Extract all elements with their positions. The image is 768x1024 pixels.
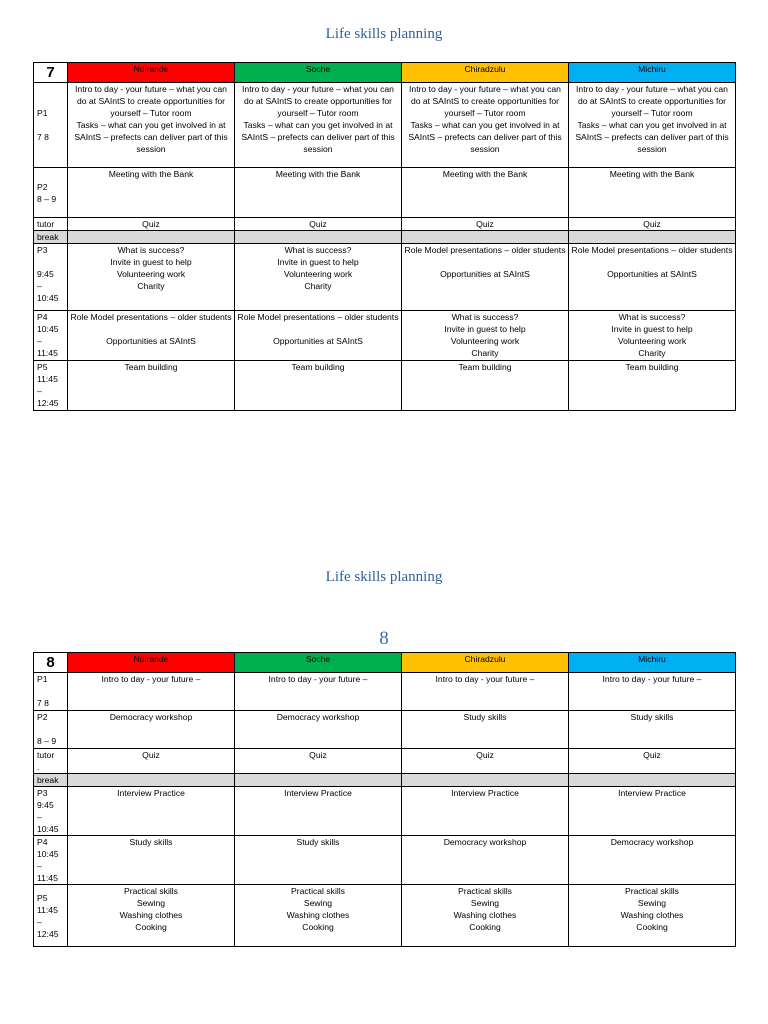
table-cell: Practical skills Sewing Washing clothes Cooking bbox=[402, 885, 569, 947]
table-row bbox=[34, 787, 736, 836]
table-cell: Practical skills Sewing Washing clothes Cooking bbox=[569, 885, 736, 947]
table-cell bbox=[235, 231, 402, 244]
break-row bbox=[34, 774, 736, 787]
table-cell: Meeting with the Bank bbox=[235, 168, 402, 218]
period-label: P3 9:45 – 10:45 bbox=[34, 244, 68, 311]
table-cell bbox=[68, 231, 235, 244]
table-cell: Interview Practice bbox=[569, 787, 736, 836]
table-cell: Quiz bbox=[569, 218, 736, 231]
table-row bbox=[34, 83, 736, 168]
table-cell: Study skills bbox=[68, 836, 235, 885]
table-cell: Practical skills Sewing Washing clothes Cooking bbox=[68, 885, 235, 947]
table-cell: Study skills bbox=[235, 836, 402, 885]
table-cell: Democracy workshop bbox=[402, 836, 569, 885]
period-label: P2 8 – 9 bbox=[34, 168, 68, 218]
table-cell: Democracy workshop bbox=[235, 711, 402, 749]
table-cell bbox=[402, 774, 569, 787]
table-row bbox=[34, 836, 736, 885]
table-cell: Quiz bbox=[235, 218, 402, 231]
table-cell: Team building bbox=[569, 361, 736, 411]
table-cell: Quiz bbox=[235, 749, 402, 774]
table-cell: Meeting with the Bank bbox=[68, 168, 235, 218]
period-label: P5 11:45 – 12:45 bbox=[34, 361, 68, 411]
table-cell: Intro to day - your future – bbox=[402, 673, 569, 711]
house-header-chiradzulu: Chiradzulu bbox=[402, 63, 569, 83]
period-label: P4 10:45 – 11:45 bbox=[34, 836, 68, 885]
table-cell: Intro to day - your future – bbox=[68, 673, 235, 711]
table-cell: Intro to day - your future – what you can do at SAIntS to create opportunities for yourself – Tutor room Tasks – what can you get involved in at SAIntS – prefects can deliver part of this session bbox=[235, 83, 402, 168]
table-cell: Role Model presentations – older students Opportunities at SAIntS bbox=[68, 311, 235, 361]
section-heading: 8 bbox=[379, 628, 389, 649]
timetable-year-7 bbox=[33, 62, 736, 411]
period-label: break bbox=[34, 231, 68, 244]
period-label: P5 11:45 – 12:45 bbox=[34, 885, 68, 947]
period-label: P3 9:45 – 10:45 bbox=[34, 787, 68, 836]
table-cell: Interview Practice bbox=[68, 787, 235, 836]
table-cell: Team building bbox=[402, 361, 569, 411]
table-cell bbox=[235, 774, 402, 787]
period-label: P1 7 8 bbox=[34, 83, 68, 168]
house-header-soche: Soche bbox=[235, 63, 402, 83]
table-cell: Quiz bbox=[402, 749, 569, 774]
period-label: break bbox=[34, 774, 68, 787]
table-cell: Quiz bbox=[569, 749, 736, 774]
table-row bbox=[34, 673, 736, 711]
house-header-chiradzulu: Chiradzulu bbox=[402, 653, 569, 673]
period-label: tutor bbox=[34, 218, 68, 231]
period-label: tutor . bbox=[34, 749, 68, 774]
timetable-year-8 bbox=[33, 652, 736, 947]
table-cell: Quiz bbox=[68, 218, 235, 231]
period-label: P2 8 – 9 bbox=[34, 711, 68, 749]
table-cell: Quiz bbox=[402, 218, 569, 231]
table-row bbox=[34, 711, 736, 749]
table-cell: What is success? Invite in guest to help Volunteering work Charity bbox=[68, 244, 235, 311]
table-cell bbox=[569, 231, 736, 244]
house-header-ndirande: Ndirande bbox=[68, 63, 235, 83]
house-header-michiru: Michiru bbox=[569, 63, 736, 83]
table-cell: Interview Practice bbox=[235, 787, 402, 836]
house-header-ndirande: Ndirande bbox=[68, 653, 235, 673]
house-header-michiru: Michiru bbox=[569, 653, 736, 673]
table-cell: Meeting with the Bank bbox=[402, 168, 569, 218]
table-cell: Democracy workshop bbox=[68, 711, 235, 749]
table-row bbox=[34, 168, 736, 218]
period-label: P1 7 8 bbox=[34, 673, 68, 711]
table-cell bbox=[402, 231, 569, 244]
page-title: Life skills planning bbox=[325, 569, 443, 585]
table-cell: Intro to day - your future – bbox=[569, 673, 736, 711]
table-cell bbox=[569, 774, 736, 787]
year-number: 8 bbox=[34, 653, 68, 673]
table-cell: What is success? Invite in guest to help Volunteering work Charity bbox=[402, 311, 569, 361]
table-cell: Interview Practice bbox=[402, 787, 569, 836]
table-cell: Study skills bbox=[402, 711, 569, 749]
table-row bbox=[34, 885, 736, 947]
table-cell: Intro to day - your future – bbox=[235, 673, 402, 711]
table-cell: Practical skills Sewing Washing clothes Cooking bbox=[235, 885, 402, 947]
header-row bbox=[34, 63, 736, 83]
break-row bbox=[34, 231, 736, 244]
table-cell: What is success? Invite in guest to help Volunteering work Charity bbox=[569, 311, 736, 361]
table-cell: Role Model presentations – older students Opportunities at SAIntS bbox=[569, 244, 736, 311]
table-row bbox=[34, 244, 736, 311]
table-row bbox=[34, 749, 736, 774]
table-cell: Team building bbox=[68, 361, 235, 411]
table-cell: Democracy workshop bbox=[569, 836, 736, 885]
table-cell: Meeting with the Bank bbox=[569, 168, 736, 218]
table-cell: Quiz bbox=[68, 749, 235, 774]
table-cell: Study skills bbox=[569, 711, 736, 749]
period-label: P4 10:45 – 11:45 bbox=[34, 311, 68, 361]
table-cell: Intro to day - your future – what you can do at SAIntS to create opportunities for yourself – Tutor room Tasks – what can you get involved in at SAIntS – prefects can deliver part of this session bbox=[402, 83, 569, 168]
table-row bbox=[34, 218, 736, 231]
table-cell: Team building bbox=[235, 361, 402, 411]
table-cell: What is success? Invite in guest to help Volunteering work Charity bbox=[235, 244, 402, 311]
table-cell: Intro to day - your future – what you can do at SAIntS to create opportunities for yourself – Tutor room Tasks – what can you get involved in at SAIntS – prefects can deliver part of this session bbox=[569, 83, 736, 168]
table-row bbox=[34, 311, 736, 361]
table-cell: Role Model presentations – older students Opportunities at SAIntS bbox=[402, 244, 569, 311]
header-row bbox=[34, 653, 736, 673]
table-cell: Role Model presentations – older students Opportunities at SAIntS bbox=[235, 311, 402, 361]
page-title: Life skills planning bbox=[325, 26, 443, 42]
table-cell bbox=[68, 774, 235, 787]
table-cell: Intro to day - your future – what you can do at SAIntS to create opportunities for yourself – Tutor room Tasks – what can you get involved in at SAIntS – prefects can deliver part of this session bbox=[68, 83, 235, 168]
house-header-soche: Soche bbox=[235, 653, 402, 673]
year-number: 7 bbox=[34, 63, 68, 83]
table-row bbox=[34, 361, 736, 411]
